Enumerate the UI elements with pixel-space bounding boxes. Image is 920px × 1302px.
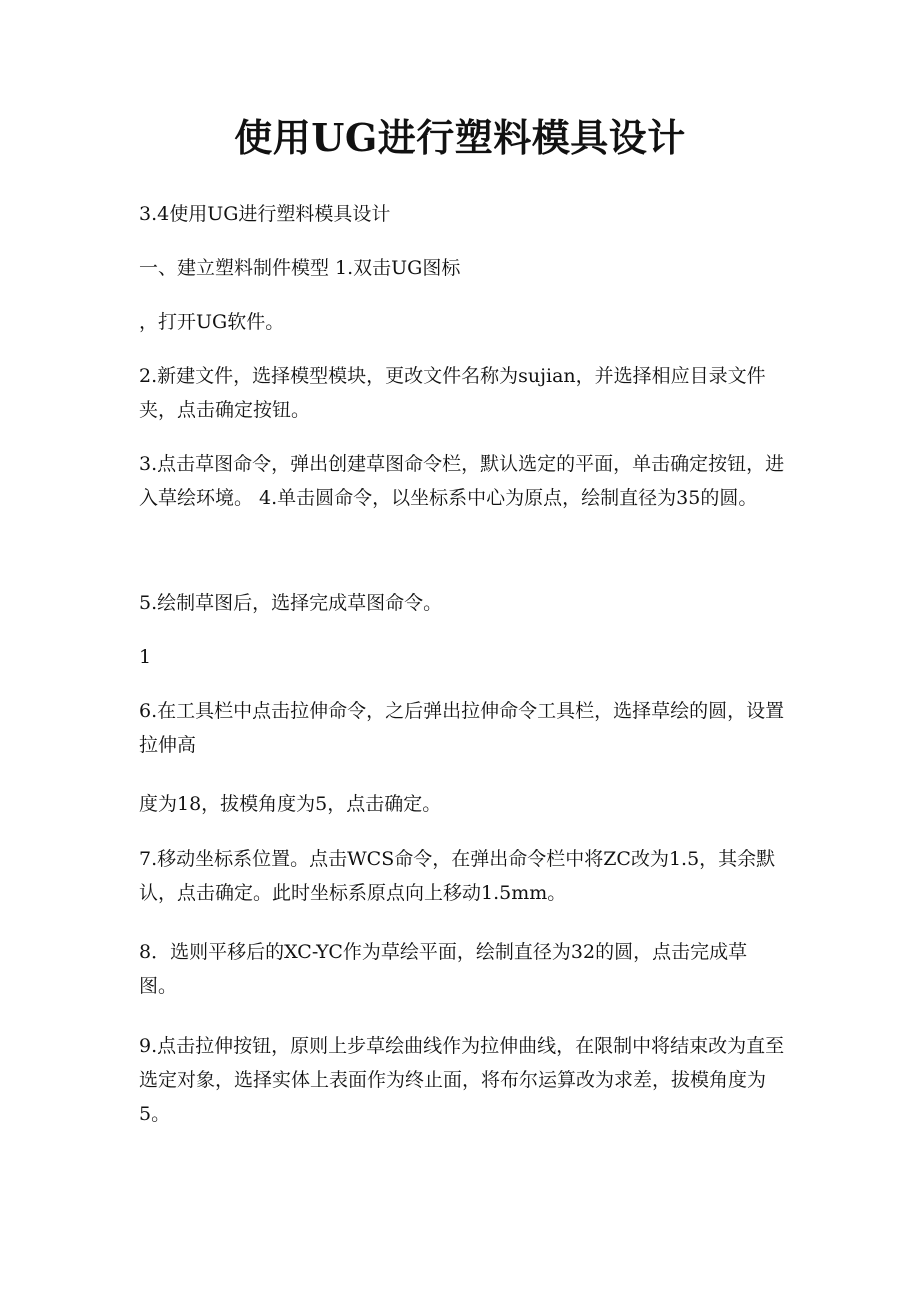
page-number: 1 [139,646,152,668]
paragraph-step-8: 8．选则平移后的XC-YC作为草绘平面，绘制直径为32的圆，点击完成草图。 [139,941,748,997]
document-title: 使用UG进行塑料模具设计 [234,115,686,160]
paragraph-step-9: 9.点击拉伸按钮，原则上步草绘曲线作为拉伸曲线，在限制中将结束改为直至选定对象，选择实体上表面作为终止面，将布尔运算改为求差，拔模角度为5。 [139,1035,785,1125]
paragraph-step-6: 6.在工具栏中点击拉伸命令，之后弹出拉伸命令工具栏，选择草绘的圆，设置拉伸高 [139,700,785,756]
paragraph-step-7: 7.移动坐标系位置。点击WCS命令，在弹出命令栏中将ZC改为1.5，其余默认，点击确定。此时坐标系原点向上移动1.5mm。 [139,848,776,904]
paragraph-section-heading: 3.4使用UG进行塑料模具设计 [139,203,391,225]
paragraph-step-6-continued: 度为18，拔模角度为5，点击确定。 [139,793,442,815]
paragraph-step-5: 5.绘制草图后，选择完成草图命令。 [139,592,443,614]
paragraph-step-1: 一、建立塑料制件模型 1.双击UG图标 [139,257,461,279]
paragraph-step-2: 2.新建文件，选择模型模块，更改文件名称为sujian，并选择相应目录文件夹，点击确定按钮。 [139,365,766,421]
paragraph-step-3-4: 3.点击草图命令，弹出创建草图命令栏，默认选定的平面，单击确定按钮，进入草绘环境。 4.单击圆命令，以坐标系中心为原点，绘制直径为35的圆。 [139,453,785,509]
paragraph-step-1-continued: ，打开UG软件。 [139,311,285,333]
